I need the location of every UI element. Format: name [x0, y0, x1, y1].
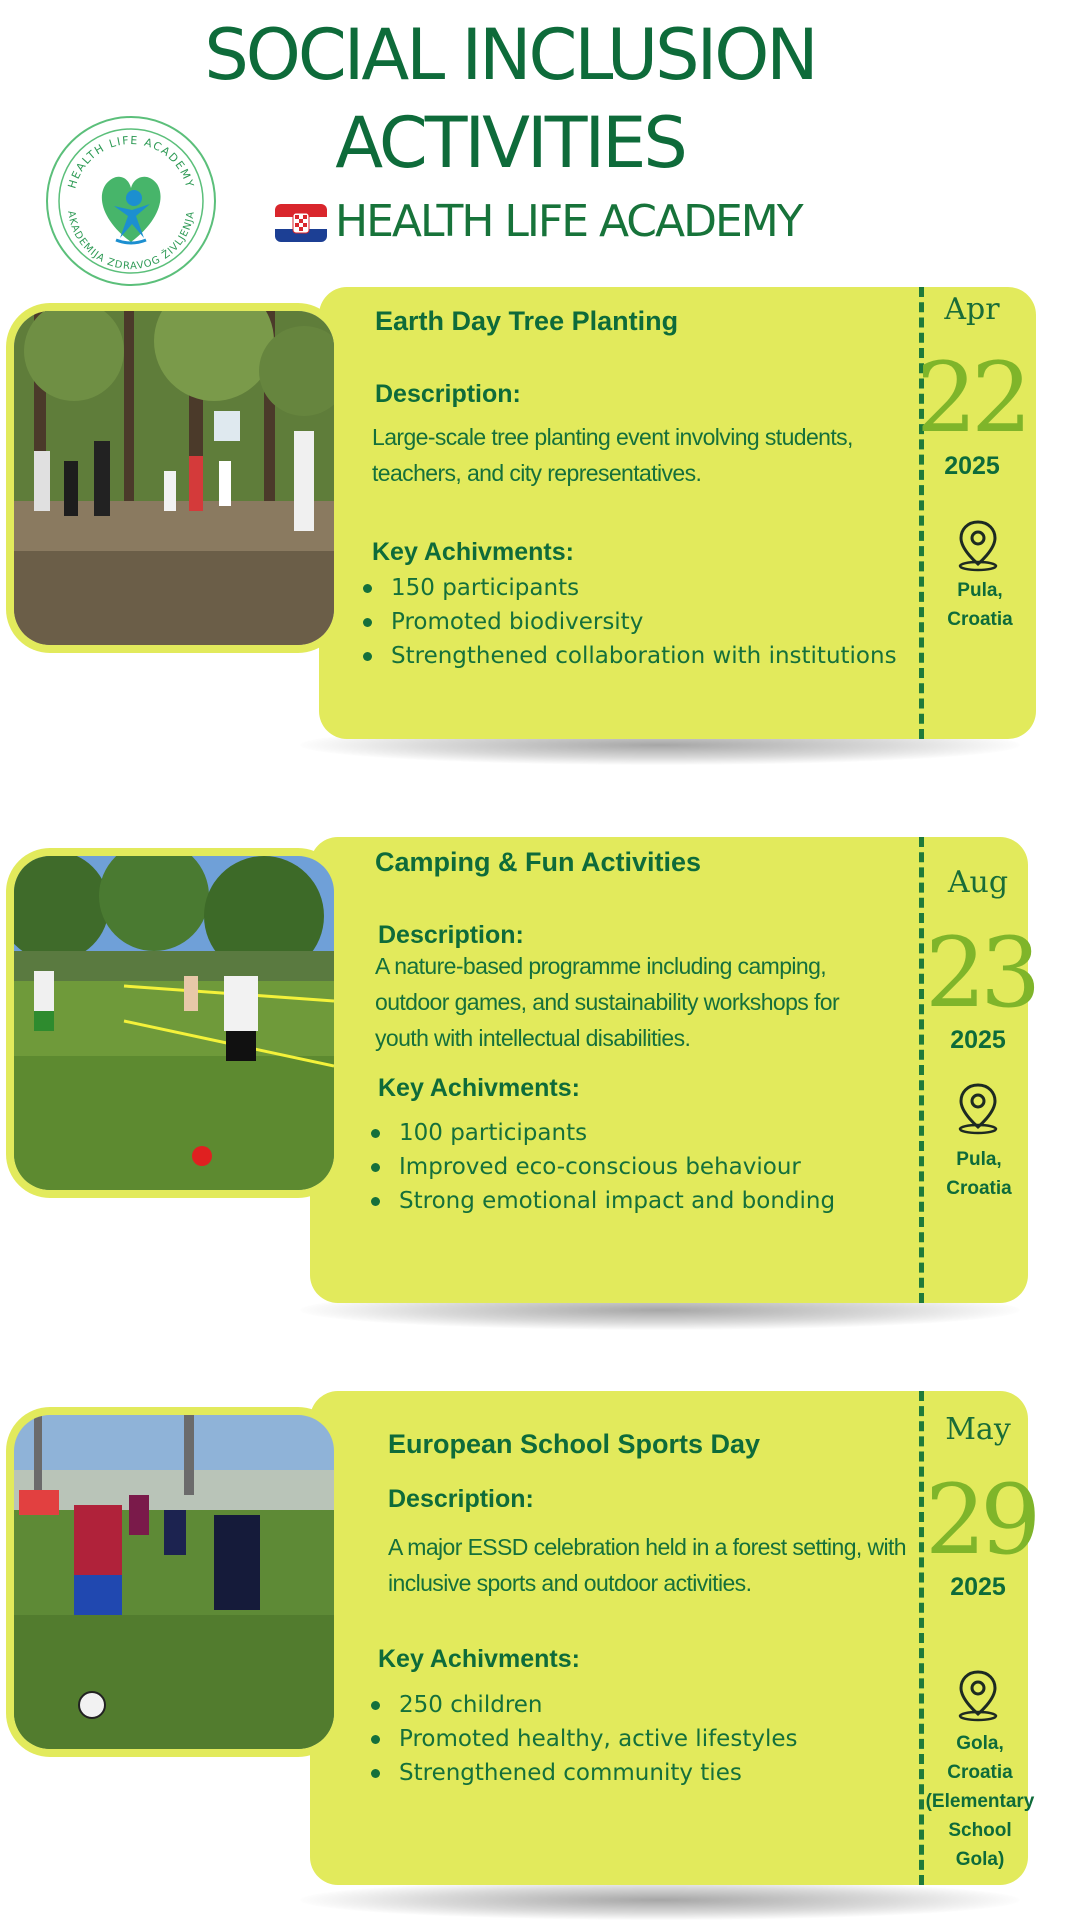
list-item: Strong emotional impact and bonding [367, 1184, 835, 1218]
event-2-day: 23 [925, 917, 1036, 1029]
event-2-month: Aug [947, 865, 1009, 900]
list-item: Promoted biodiversity [359, 605, 897, 639]
event-1-achievements-list [359, 571, 897, 673]
event-3-achievements-list [367, 1688, 797, 1790]
event-2-location: Pula, Croatia [946, 1149, 1012, 1199]
event-2-achievements-list [367, 1116, 835, 1218]
list-item: Improved eco-conscious behaviour [367, 1150, 835, 1184]
list-item: Promoted healthy, active lifestyles [367, 1722, 797, 1756]
event-3-description: A major ESSD celebration held in a forest setting, with inclusive sports and outdoor activities. [388, 1534, 907, 1596]
event-3-year: 2025 [950, 1573, 1006, 1601]
event-3-location: Gola, Croatia (Elementary School Gola) [925, 1733, 1035, 1870]
list-item: 250 children [367, 1688, 797, 1722]
list-item: Strengthened community ties [367, 1756, 797, 1790]
list-item: 100 participants [367, 1116, 835, 1150]
location-pin-icon [955, 1081, 1001, 1135]
health-life-academy-logo [44, 114, 218, 288]
event-1-month: Apr [944, 292, 1000, 327]
location-pin-icon [955, 518, 1001, 572]
organization-name: HEALTH LIFE ACADEMY [335, 196, 802, 247]
event-1-title: Earth Day Tree Planting [375, 306, 679, 336]
event-3-day: 29 [925, 1464, 1036, 1576]
event-1-year: 2025 [944, 452, 1000, 480]
event-2-description: A nature-based programme including camping, outdoor games, and sustainability workshops for youth with intellectual disabilities. [375, 953, 840, 1051]
event-1-photo-frame [6, 303, 342, 653]
event-3-achievements-label: Key Achivments: [378, 1645, 580, 1673]
svg-text:AKADEMIJA ZDRAVOG ŽIVLJENJA: AKADEMIJA ZDRAVOG ŽIVLJENJA [65, 210, 197, 273]
football-match-photo [14, 1415, 334, 1749]
event-1-description: Large-scale tree planting event involving students, teachers, and city representatives. [372, 424, 853, 486]
camping-games-photo [14, 856, 334, 1190]
event-2-description-label: Description: [378, 921, 524, 949]
croatia-flag-icon [275, 204, 327, 242]
event-1-day: 22 [916, 342, 1027, 454]
event-1-achievements-label: Key Achivments: [372, 538, 574, 566]
location-pin-icon [955, 1668, 1001, 1722]
svg-text:HEALTH LIFE ACADEMY: HEALTH LIFE ACADEMY [65, 133, 197, 190]
list-item: 150 participants [359, 571, 897, 605]
tree-planting-photo [14, 311, 334, 645]
page-title-line1: SOCIAL INCLUSION [204, 14, 816, 96]
event-2-title: Camping & Fun Activities [375, 847, 702, 877]
event-3-month: May [945, 1412, 1011, 1447]
list-item: Strengthened collaboration with institutions [359, 639, 897, 673]
page-title-line2: ACTIVITIES [335, 102, 685, 184]
event-2-year: 2025 [950, 1026, 1006, 1054]
event-3-photo-frame [6, 1407, 342, 1757]
event-2-achievements-label: Key Achivments: [378, 1074, 580, 1102]
event-3-title: European School Sports Day [388, 1429, 761, 1459]
event-3-description-label: Description: [388, 1485, 534, 1513]
event-1-description-label: Description: [375, 380, 521, 408]
event-2-photo-frame [6, 848, 342, 1198]
event-1-location: Pula, Croatia [947, 580, 1013, 630]
